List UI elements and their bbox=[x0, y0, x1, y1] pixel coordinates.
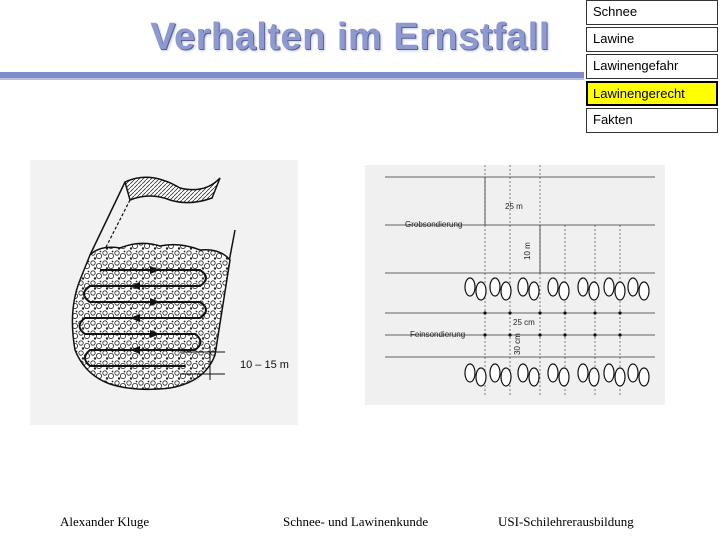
nav-item-lawinengerecht[interactable]: Lawinengerecht bbox=[586, 81, 718, 106]
footer-org: USI-Schilehrerausbildung bbox=[498, 514, 634, 529]
dim-10m: 10 m bbox=[523, 242, 532, 260]
dim-25m: 25 m bbox=[505, 202, 523, 211]
nav-item-schnee[interactable]: Schnee bbox=[586, 0, 718, 25]
footer-author: Alexander Kluge bbox=[60, 514, 150, 529]
avalanche-search-pattern-figure bbox=[30, 160, 298, 425]
title-underline-shadow bbox=[0, 78, 584, 80]
nav-item-lawinengefahr[interactable]: Lawinengefahr bbox=[586, 54, 718, 79]
nav-menu bbox=[586, 0, 718, 135]
label-feinsondierung: Feinsondierung bbox=[410, 330, 466, 339]
nav-item-lawine[interactable]: Lawine bbox=[586, 27, 718, 52]
label-grobsondierung: Grobsondierung bbox=[405, 220, 463, 229]
probe-grid-figure bbox=[365, 165, 665, 405]
footprints-row-1 bbox=[465, 278, 649, 300]
dimension-label: 10 – 15 m bbox=[240, 359, 289, 371]
dim-25cm: 25 cm bbox=[513, 318, 535, 327]
dim-30cm: 30 cm bbox=[513, 333, 522, 355]
footer-course: Schnee- und Lawinenkunde bbox=[283, 514, 429, 529]
footprints-row-2 bbox=[465, 364, 649, 386]
nav-item-fakten[interactable]: Fakten bbox=[586, 108, 718, 133]
page-title: Verhalten im Ernstfall bbox=[150, 16, 550, 58]
